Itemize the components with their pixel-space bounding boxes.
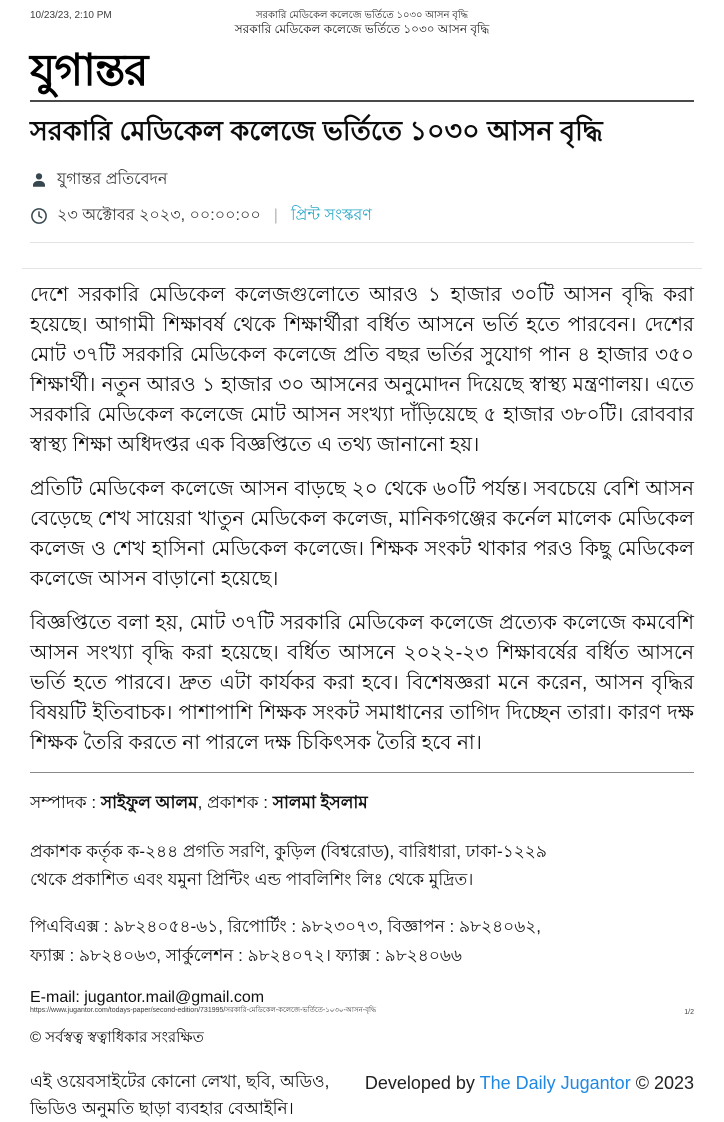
meta-hairline (30, 242, 694, 243)
publish-date: ২৩ অক্টোবর ২০২৩, ০০:০০:০০ (57, 207, 261, 224)
print-header (30, 8, 694, 46)
email-line: E-mail: jugantor.mail@gmail.com (30, 989, 265, 1006)
print-doc-title-small: সরকারি মেডিকেল কলেজে ভর্তিতে ১০৩০ আসন বৃদ্ধি (255, 10, 469, 21)
print-doc-titles (30, 8, 694, 37)
print-footer (30, 1004, 694, 1016)
person-icon (30, 171, 48, 189)
page-number: 1/2 (684, 1009, 694, 1016)
page-url: https://www.jugantor.com/todays-paper/second-edition/731995/সরকারি-মেডিকেল-কলেজে-ভর্তিতে-১০৩০-আসন-বৃদ্ধি (30, 1007, 377, 1014)
editor-label: সম্পাদক : (30, 793, 101, 812)
print-edition-link[interactable]: প্রিন্ট সংস্করণ (290, 207, 372, 224)
print-timestamp: 10/23/23, 2:10 PM (30, 10, 112, 21)
address-line-2: থেকে প্রকাশিত এবং যমুনা প্রিন্টিং এন্ড পাবলিশিং লিঃ থেকে মুদ্রিত। (30, 870, 474, 889)
disclaimer-text: এই ওয়েবসাইটের কোনো লেখা, ছবি, অডিও, ভিডিও অনুমতি ছাড়া ব্যবহার বেআইনি। (30, 1072, 330, 1118)
article-paragraph: বিজ্ঞপ্তিতে বলা হয়, মোট ৩৭টি সরকারি মেডিকেল কলেজে প্রত্যেক কলেজে কমবেশি আসন সংখ্যা বৃদ্ধি করা হয়েছে। বর্ধিত আসনে ২০২২-২৩ শিক্ষাবর্ষের বর্ধিত আসনে ভর্তি হতে পারবে। দ্রুত এটা কার্যকর করা হবে। বিশেষজ্ঞরা মনে করেন, আসন বৃদ্ধির বিষয়টি ইতিবাচক। পাশাপাশি শিক্ষক সংকট সমাধানের তাগিদ দিচ্ছেন তারা। কারণ দক্ষ শিক্ষক তৈরি করতে না পারলে দক্ষ চিকিৎসক তৈরি হবে না। (30, 612, 694, 754)
editor-name: সাইফুল আলম (100, 793, 198, 812)
jugantor-logo: যুগান্তর (30, 46, 148, 95)
print-doc-title-large: সরকারি মেডিকেল কলেজে ভর্তিতে ১০৩০ আসন বৃদ্ধি (234, 22, 490, 36)
body-top-hairline (22, 268, 702, 269)
phone-line-2: ফ্যাক্স : ৯৮২৪০৬৩, সার্কুলেশন : ৯৮২৪০৭২। ফ্যাক্স : ৯৮২৪০৬৬ (30, 946, 462, 965)
bottom-row (30, 1068, 694, 1122)
article-paragraph: দেশে সরকারি মেডিকেল কলেজগুলোতে আরও ১ হাজার ৩০টি আসন বৃদ্ধি করা হয়েছে। আগামী শিক্ষাবর্ষ থেকে শিক্ষার্থীরা বর্ধিত আসনে ভর্তি হতে পারবেন। দেশের মোট ৩৭টি সরকারি মেডিকেল কলেজে প্রতি বছর ভর্তির সুযোগ পান ৪ হাজার ৩৫০ শিক্ষার্থী। নতুন আরও ১ হাজার ৩০ আসনের অনুমোদন দিয়েছে স্বাস্থ্য মন্ত্রণালয়। এতে সরকারি মেডিকেল কলেজে মোট আসন সংখ্যা দাঁড়িয়েছে ৫ হাজার ৩৮০টি। রোববার স্বাস্থ্য শিক্ষা অধিদপ্তর এক বিজ্ঞপ্তিতে এ তথ্য জানানো হয়। (30, 284, 694, 456)
footer-divider (30, 772, 694, 773)
byline-text: যুগান্তর প্রতিবেদন (57, 171, 168, 188)
developed-by-suffix: © 2023 (630, 1073, 694, 1093)
publisher-address (30, 838, 694, 894)
date-row (30, 202, 694, 229)
contact-phones (30, 912, 694, 970)
address-line-1: প্রকাশক কর্তৃক ক-২৪৪ প্রগতি সরণি, কুড়িল (বিশ্বরোড), বারিধারা, ঢাকা-১২২৯ (30, 842, 547, 861)
article-paragraph: প্রতিটি মেডিকেল কলেজে আসন বাড়ছে ২০ থেকে ৬০টি পর্যন্ত। সবচেয়ে বেশি আসন বেড়েছে শেখ সায়েরা খাতুন মেডিকেল কলেজ, মানিকগঞ্জের কর্নেল মালেক মেডিকেল কলেজ ও শেখ হাসিনা মেডিকেল কলেজে। শিক্ষক সংকট থাকার পরও কিছু মেডিকেল কলেজে আসন বাড়ানো হয়েছে। (30, 478, 694, 590)
meta-separator: | (273, 206, 278, 224)
article-headline: সরকারি মেডিকেল কলেজে ভর্তিতে ১০৩০ আসন বৃদ্ধি (30, 116, 603, 146)
article-body (30, 280, 694, 758)
developer-link[interactable]: The Daily Jugantor (479, 1073, 631, 1093)
clock-icon (30, 207, 48, 225)
masthead-rule (30, 100, 694, 102)
names-comma: , (197, 793, 208, 812)
phone-line-1: পিএবিএক্স : ৯৮২৪০৫৪-৬১, রিপোর্টিং : ৯৮২৩০৭৩, বিজ্ঞাপন : ৯৮২৪০৬২, (30, 917, 542, 936)
copyright-line: © সর্বস্বত্ব স্বত্বাধিকার সংরক্ষিত (30, 1029, 204, 1046)
developed-by-prefix: Developed by (364, 1073, 480, 1093)
byline-row (30, 166, 694, 193)
developed-by (365, 1068, 694, 1094)
publisher-label: প্রকাশক : (207, 793, 273, 812)
publisher-name: সালমা ইসলাম (272, 793, 368, 812)
editor-publisher-line (30, 790, 694, 818)
